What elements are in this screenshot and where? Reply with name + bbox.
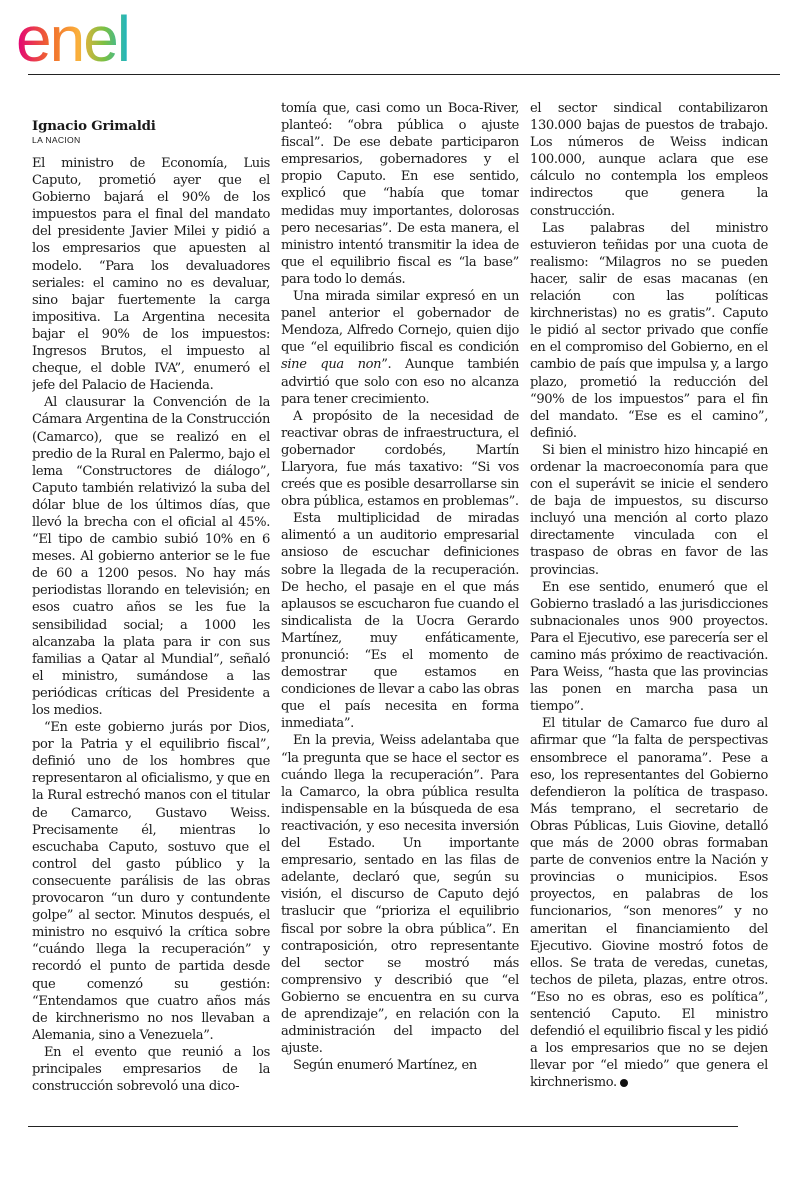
end-of-article-icon xyxy=(620,1079,628,1087)
paragraph: A propósito de la necesidad de reactivar obras de infraestructura, el gobernador cordobés, Martín Llaryora, fue más taxativo: “Si vos creés que es posible desarrollarse sin obra pública, estamos en problemas”. xyxy=(281,408,519,510)
paragraph: En el evento que reunió a los principales empresarios de la construcción sobrevoló una dico- xyxy=(32,1044,270,1095)
paragraph-text: ”. Aunque también advirtió que solo con eso no alcanza para tener crecimiento. xyxy=(281,357,519,407)
paragraph: Esta multiplicidad de miradas alimentó a un auditorio empresarial ansioso de escuchar definiciones sobre la llegada de la recuperación. De hecho, el pasaje en el que más aplausos se escucharon fue cuando el sindicalista de la Uocra Gerardo Martínez, muy enfáticamente, pronunció: “Es el momento de demostrar que estamos en condiciones de llevar a cabo las obras que el país necesita en forma inmediata”. xyxy=(281,511,519,732)
paragraph-text: Una mirada similar expresó en un panel anterior el gobernador de Mendoza, Alfredo Cornejo, quien dijo que “el equilibrio fiscal es condición xyxy=(281,289,519,356)
author-name: Ignacio Grimaldi xyxy=(32,118,156,134)
paragraph: tomía que, casi como un Boca-River, planteó: “obra pública o ajuste fiscal”. De ese debate participaron empresarios, gobernadores y el propio Caputo. En ese sentido, explicó que “había que tomar medidas muy importantes, dolorosas pero necesarias”. De esta manera, el ministro intentó transmitir la idea de que el equilibrio fiscal es “la base” para todo lo demás. xyxy=(281,101,519,287)
enel-logo-mark xyxy=(14,6,184,68)
byline xyxy=(32,118,270,146)
paragraph: el sector sindical contabilizaron 130.000 bajas de puestos de trabajo. Los números de Weiss indican 100.000, aunque aclara que ese cálculo no contempla los empleos indirectos que genera la construcción. xyxy=(530,101,768,219)
column-1 xyxy=(32,100,270,1100)
paragraph xyxy=(530,715,768,1091)
source-label: LA NACION xyxy=(32,135,81,145)
column-3 xyxy=(530,100,768,1100)
footer-divider xyxy=(28,1126,738,1127)
paragraph: Al clausurar la Convención de la Cámara Argentina de la Construcción (Camarco), que se realizó en el predio de la Rural en Palermo, bajo el lema “Constructores de diálogo”, Caputo también relativizó la suba del dólar blue de los últimos días, que llevó la brecha con el oficial al 45%. “El tipo de cambio subió 10% en 6 meses. Al gobierno anterior se le fue de 60 a 1200 pesos. No hay más periodistas llorando en televisión; en esos cuatro años se les fue la sensibilidad social; a 1000 les alcanzaba la plata para ir con sus familias a Qatar al Mundial”, señaló el ministro, sumándose a las periódicas críticas del Presidente a los medios. xyxy=(32,395,270,718)
enel-logo xyxy=(14,6,184,68)
header-divider xyxy=(28,74,780,75)
paragraph-text: El titular de Camarco fue duro al afirmar que “la falta de perspectivas ensombrece el panorama”. Pese a eso, los representantes del Gobierno defendieron la política de traspaso. Más temprano, el secretario de Obras Públicas, Luis Giovine, detalló que más de 2000 obras formaban parte de convenios entre la Nación y provincias o municipios. Esos proyectos, en palabras de los funcionarios, “son menores” y no ameritan el financiamiento del Ejecutivo. Giovine mostró fotos de ellos. Se trata de veredas, cunetas, techos de pileta, plazas, entre otros. “Eso no es obras, eso es política”, sentenció Caputo. El ministro defendió el equilibrio fiscal y les pidió a los empresarios que no se dejen llevar por “el miedo” que genera el kirchnerismo. xyxy=(530,716,768,1091)
paragraph: En ese sentido, enumeró que el Gobierno trasladó a las jurisdicciones subnacionales unos 900 proyectos. Para el Ejecutivo, ese parecería ser el camino más próximo de reactivación. Para Weiss, “hasta que las provincias las ponen en marcha pasa un tiempo”. xyxy=(530,579,768,715)
paragraph xyxy=(281,288,519,408)
paragraph: Si bien el ministro hizo hincapié en ordenar la macroeconomía para que con el superávit se inicie el sendero de baja de impuestos, su discurso incluyó una mención al corto plazo directamente vinculada con el traspaso de obras en favor de las provincias. xyxy=(530,442,768,578)
paragraph: Según enumeró Martínez, en xyxy=(293,1058,477,1074)
latin-phrase: sine qua non xyxy=(281,357,382,373)
paragraph: El ministro de Economía, Luis Caputo, prometió ayer que el Gobierno bajará el 90% de los impuestos para el final del mandato del presidente Javier Milei y pidió a los empresarios que apuesten al modelo. “Para los devaluadores seriales: el camino no es devaluar, sino bajar fuertemente la carga impositiva. La Argentina necesita bajar el 90% de los impuestos: Ingresos Brutos, el impuesto al cheque, el doble IVA”, enumeró el jefe del Palacio de Hacienda. xyxy=(32,156,270,394)
paragraph: Las palabras del ministro estuvieron teñidas por una cuota de realismo: “Milagros no se pueden hacer, salir de esas macanas (en relación con las políticas kirchneristas) no es gratis”. Caputo le pidió al sector privado que confíe en el compromiso del Gobierno, en el cambio de país que impulsa y, a largo plazo, prometió la reducción del “90% de los impuestos” para el fin del mandato. “Ese es el camino”, definió. xyxy=(530,220,768,441)
paragraph: En la previa, Weiss adelantaba que “la pregunta que se hace el sector es cuándo llega la recuperación”. Para la Camarco, la obra pública resulta indispensable en la búsqueda de esa reactivación, y eso necesita inversión del Estado. Un importante empresario, sentado en las filas de adelante, declaró que, según su visión, el discurso de Caputo dejó traslucir que “prioriza el equilibrio fiscal por sobre la obra pública”. En contraposición, otro representante del sector se mostró más comprensivo y describió que “el Gobierno se encuentra en su curva de aprendizaje”, en relación con la administración del impacto del ajuste. xyxy=(281,733,519,1057)
enel-logo-text: enel xyxy=(16,6,129,68)
article-body xyxy=(32,100,768,1100)
column-2 xyxy=(281,100,519,1100)
paragraph: “En este gobierno jurás por Dios, por la Patria y el equilibrio fiscal”, definió uno de los hombres que representaron al oficialismo, y que en la Rural estrechó manos con el titular de Camarco, Gustavo Weiss. Precisamente él, mientras lo escuchaba Caputo, sostuvo que el control del gasto público y la consecuente parálisis de las obras provocaron “un duro y contundente golpe” al sector. Minutos después, el ministro no esquivó la crítica sobre “cuándo llega la recuperación” y recordó el punto de partida desde que comenzó su gestión: “Entendamos que cuatro años más de kirchnerismo no nos llevaban a Alemania, sino a Venezuela”. xyxy=(32,720,270,1043)
